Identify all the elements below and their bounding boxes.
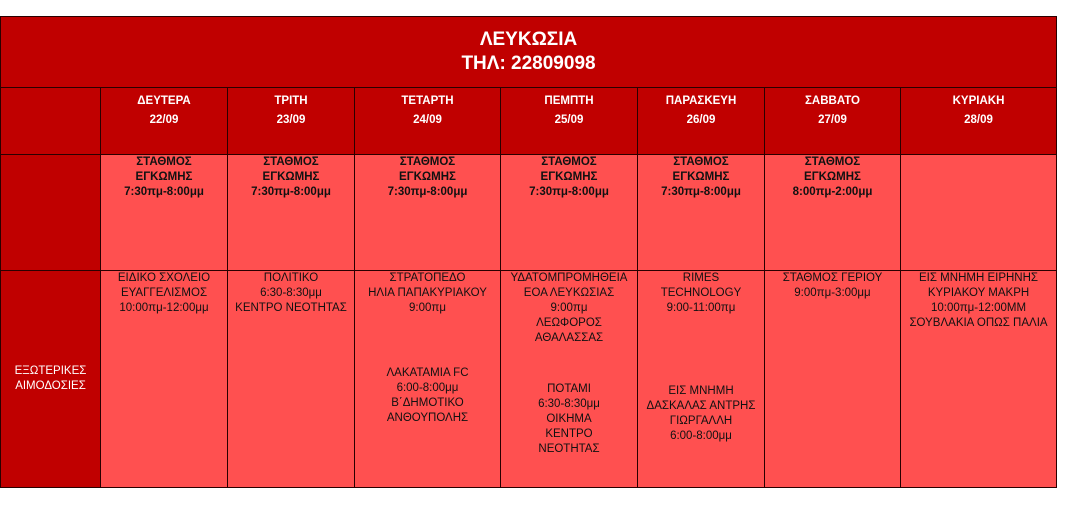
station-name: ΣΤΑΘΜΟΣ — [263, 156, 319, 168]
external-donations-label — [1, 271, 101, 488]
event-line: ΚΥΡΙΑΚΟΥ ΜΑΚΡΗ — [927, 287, 1030, 299]
event-line: 10:00πμ-12:00μμ — [119, 302, 209, 314]
event-line: Β΄ΔΗΜΟΤΙΚΟ — [391, 397, 464, 409]
day-date: 24/09 — [413, 114, 442, 126]
event-line: ΕΙΣ ΜΝΗΜΗ ΕΙΡΗΝΗΣ — [919, 272, 1039, 284]
day-name: ΣΑΒΒΑΤΟ — [805, 95, 860, 107]
day-name: ΠΕΜΠΤΗ — [544, 95, 594, 107]
station-hours: 8:00πμ-2:00μμ — [792, 186, 873, 198]
external-cell-mon — [101, 271, 228, 488]
event-line: ΛΑΚΑΤΑΜΙΑ FC — [386, 367, 469, 379]
event-line: ΠΟΛΙΤΙΚΟ — [263, 272, 319, 284]
station-cell-wed — [355, 155, 501, 271]
day-header-sat — [765, 88, 901, 155]
day-header-fri — [638, 88, 765, 155]
day-header-tue — [228, 88, 355, 155]
event-line: ΟΙΚΗΜΑ — [546, 413, 592, 425]
label-line: ΕΞΩΤΕΡΙΚΕΣ — [14, 365, 87, 377]
day-name: ΤΡΙΤΗ — [274, 95, 308, 107]
station-cell-thu — [501, 155, 638, 271]
event-line: ΑΝΘΟΥΠΟΛΗΣ — [386, 412, 469, 424]
day-name: ΠΑΡΑΣΚΕΥΗ — [665, 95, 737, 107]
station-row-label-cell — [1, 155, 101, 271]
station-place: ΕΓΚΩΜΗΣ — [804, 171, 861, 183]
schedule-table — [0, 16, 1057, 488]
external-cell-wed — [355, 271, 501, 488]
event-line: ΣΟΥΒΛΑΚΙΑ ΟΠΩΣ ΠΑΛΙΑ — [909, 317, 1048, 329]
header-corner-cell — [1, 88, 101, 155]
station-cell-sat — [765, 155, 901, 271]
event-line: ΣΤΑΘΜΟΣ ΓΕΡΙΟΥ — [782, 272, 883, 284]
event-line: ΚΕΝΤΡΟ — [545, 428, 593, 440]
station-name: ΣΤΑΘΜΟΣ — [541, 156, 597, 168]
day-header-sun — [901, 88, 1057, 155]
event-line: ΠΟΤΑΜΙ — [547, 383, 591, 395]
event-line: 6:00-8:00μμ — [670, 430, 732, 442]
day-name: ΔΕΥΤΕΡΑ — [137, 95, 191, 107]
external-cell-thu — [501, 271, 638, 488]
station-cell-mon — [101, 155, 228, 271]
station-hours: 7:30πμ-8:00μμ — [251, 186, 331, 198]
station-place: ΕΓΚΩΜΗΣ — [399, 171, 456, 183]
day-header-wed — [355, 88, 501, 155]
phone-number: ΤΗΛ: 22809098 — [461, 53, 596, 74]
event-line: 9:00-11:00πμ — [666, 302, 736, 314]
event-line: ΓΙΩΡΓΑΛΛΗ — [669, 415, 733, 427]
station-hours: 7:30πμ-8:00μμ — [124, 186, 204, 198]
station-place: ΕΓΚΩΜΗΣ — [135, 171, 193, 183]
event-line: 6:30-8:30μμ — [538, 398, 600, 410]
event-line: ΗΛΙΑ ΠΑΠΑΚΥΡΙΑΚΟΥ — [368, 287, 487, 299]
title-banner — [1, 17, 1057, 88]
external-cell-fri — [638, 271, 765, 488]
day-date: 22/09 — [149, 114, 179, 126]
station-hours: 7:30πμ-8:00μμ — [387, 186, 468, 198]
station-name: ΣΤΑΘΜΟΣ — [399, 156, 456, 168]
station-cell-sun — [901, 155, 1057, 271]
station-place: ΕΓΚΩΜΗΣ — [540, 171, 598, 183]
day-header-thu — [501, 88, 638, 155]
station-cell-tue — [228, 155, 355, 271]
day-header-mon — [101, 88, 228, 155]
external-cell-tue — [228, 271, 355, 488]
event-line: ΝΕΟΤΗΤΑΣ — [538, 443, 600, 455]
event-line: ΛΕΩΦΟΡΟΣ — [536, 317, 602, 329]
event-line: 9:00πμ-3:00μμ — [794, 287, 871, 299]
event-line: 9:00πμ — [409, 302, 446, 314]
external-cell-sat — [765, 271, 901, 488]
external-cell-sun — [901, 271, 1057, 488]
event-line: ΕΙΔΙΚΟ ΣΧΟΛΕΙΟ — [117, 272, 211, 284]
station-cell-fri — [638, 155, 765, 271]
event-line: ΣΤΡΑΤΟΠΕΔΟ — [389, 272, 466, 284]
day-name: ΚΥΡΙΑΚΗ — [952, 95, 1005, 107]
station-hours: 7:30πμ-8:00μμ — [529, 186, 609, 198]
station-name: ΣΤΑΘΜΟΣ — [804, 156, 861, 168]
day-name: ΤΕΤΑΡΤΗ — [401, 95, 454, 107]
event-line: ΕΙΣ ΜΝΗΜΗ — [668, 385, 734, 397]
station-hours: 7:30πμ-8:00μμ — [661, 186, 741, 198]
event-line: RIMES — [682, 272, 720, 284]
day-date: 27/09 — [818, 114, 847, 126]
event-line: ΥΔΑΤΟΜΠΡΟΜΗΘΕΙΑ — [510, 272, 628, 284]
city-title: ΛΕΥΚΩΣΙΑ — [479, 29, 578, 50]
event-line: ΕΟΑ ΛΕΥΚΩΣΙΑΣ — [523, 287, 615, 299]
station-place: ΕΓΚΩΜΗΣ — [672, 171, 730, 183]
day-date: 23/09 — [276, 114, 306, 126]
event-line: ΚΕΝΤΡΟ ΝΕΟΤΗΤΑΣ — [235, 302, 347, 314]
day-date: 26/09 — [686, 114, 716, 126]
event-line: ΕΥΑΓΓΕΛΙΣΜΟΣ — [120, 287, 208, 299]
station-place: ΕΓΚΩΜΗΣ — [262, 171, 320, 183]
day-date: 25/09 — [554, 114, 584, 126]
event-line: 9:00πμ — [550, 302, 588, 314]
event-line: 10:00πμ-12:00ΜΜ — [930, 302, 1027, 314]
event-line: 6:30-8:30μμ — [260, 287, 322, 299]
event-line: TECHNOLOGY — [660, 287, 742, 299]
station-name: ΣΤΑΘΜΟΣ — [136, 156, 192, 168]
station-name: ΣΤΑΘΜΟΣ — [673, 156, 729, 168]
event-line: ΑΘΑΛΑΣΣΑΣ — [534, 332, 604, 344]
label-line: ΑΙΜΟΔΟΣΙΕΣ — [15, 380, 86, 392]
event-line: ΔΑΣΚΑΛΑΣ ΑΝΤΡΗΣ — [646, 400, 756, 412]
event-line: 6:00-8:00μμ — [396, 382, 459, 394]
day-date: 28/09 — [964, 114, 993, 126]
